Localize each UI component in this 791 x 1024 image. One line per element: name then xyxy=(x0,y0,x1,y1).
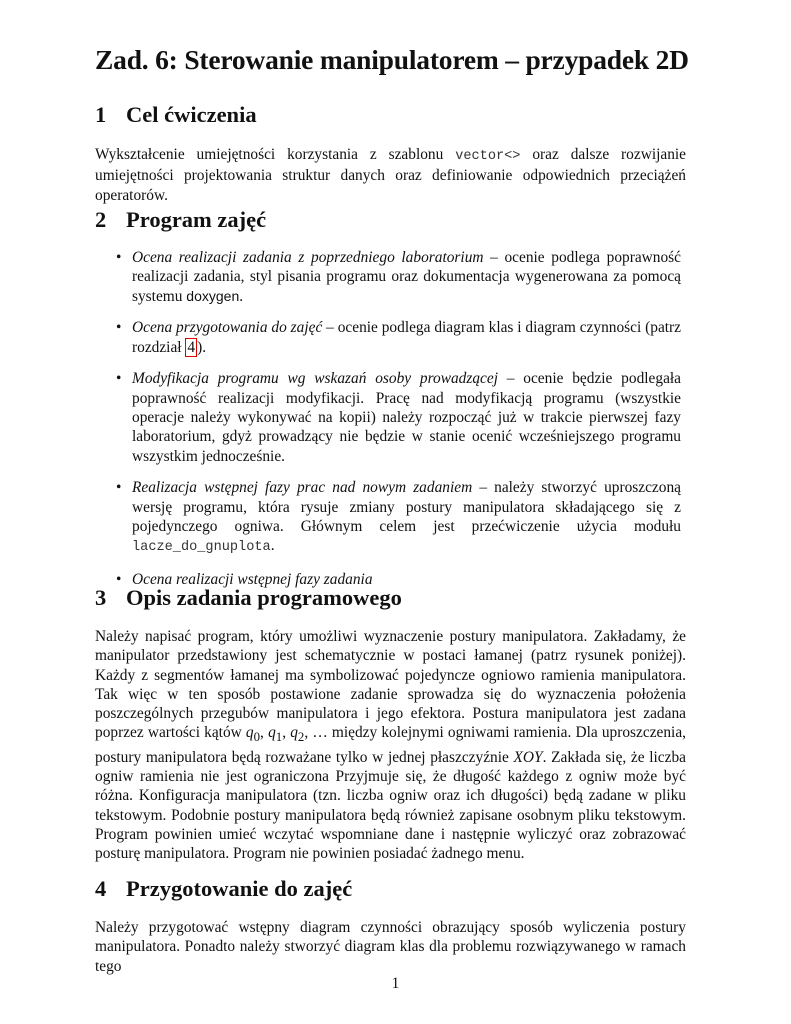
item-emphasis: Ocena realizacji zadania z poprzedniego laboratorium xyxy=(132,249,484,266)
page-number: 1 xyxy=(391,975,400,992)
text: . xyxy=(270,537,275,555)
text: – ocenie będzie podlegała poprawność realizacji modyfikacji. Pracę nad modyfikacją programu (wszystkie operacje należy wykonywać na kopii) należy rozpocząć już w trakcie pierwszej fazy laboratorium, gdyż prowadzący nie będzie w stanie ocenić wcześniejszego programu wszystkim jednocześnie. xyxy=(132,370,682,465)
text: ). xyxy=(197,338,207,356)
text: – ocenie podlega poprawność realizacji zadania, styl pisania programu oraz dokumentacja wygenerowana za pomocą systemu xyxy=(132,249,681,305)
text: między kolejnymi ogniwami ramienia. Dla uproszczenia, postury manipulatora będą rozważane tylko w jednej płaszczyźnie xyxy=(95,724,687,766)
text: , … xyxy=(304,724,332,742)
bullet-icon: • xyxy=(116,479,122,497)
section-reference-link[interactable]: 4 xyxy=(187,338,196,356)
text: – należy stworzyć uproszczoną wersję programu, która rysuje zmiany postury manipulatora składającego się z pojedynczego ogniwa. Głównym celem jest przećwiczenie użycia modułu xyxy=(132,479,681,536)
item-emphasis: Ocena realizacji wstępnej fazy zadania xyxy=(132,571,373,589)
list-item xyxy=(116,248,681,306)
section-number: 4 xyxy=(95,876,107,901)
math-var: q xyxy=(290,724,298,742)
code-module: lacze_do_gnuplota xyxy=(132,540,271,556)
section-4-paragraph: Należy przygotować wstępny diagram czynności obrazujący sposób wyliczenia postury manipulatora. Ponadto należy stworzyć diagram klas dla problemu rozwiązywanego w ramach tego xyxy=(95,919,686,975)
section-1-paragraph xyxy=(95,145,686,205)
program-list xyxy=(116,248,682,602)
section-3-paragraph xyxy=(95,627,686,864)
section-heading-2 xyxy=(95,207,266,233)
list-item xyxy=(116,369,682,465)
text: – ocenie podlega diagram klas i diagram czynności (patrz rozdział xyxy=(132,319,682,356)
item-emphasis: Modyfikacja programu wg wskazań osoby prowadzącej xyxy=(132,370,498,388)
text: . xyxy=(239,287,244,305)
item-emphasis: Ocena przygotowania do zajęć xyxy=(132,319,323,337)
text: oraz dalsze rozwijanie umiejętności projektowania struktur danych oraz definiowanie odpowiednich przeciążeń operatorów. xyxy=(95,146,686,204)
bullet-icon: • xyxy=(116,319,122,337)
item-emphasis: Realizacja wstępnej fazy prac nad nowym zadaniem xyxy=(132,479,473,497)
math-plane: XOY xyxy=(513,748,543,766)
section-number: 3 xyxy=(95,585,107,610)
math-var: q xyxy=(268,724,276,742)
code-vector: vector<> xyxy=(455,149,521,164)
math-sub: 2 xyxy=(297,730,305,745)
section-title: Przygotowanie do zajęć xyxy=(126,876,353,901)
section-title: Program zajęć xyxy=(126,207,267,232)
list-item xyxy=(116,318,682,357)
text: , xyxy=(282,724,291,742)
text: Należy napisać program, który umożliwi wyznaczenie postury manipulatora. Zakładamy, że manipulator przedstawiony jest schematycznie w postaci łamanej (patrz rysunek poniżej). Każdy z segmentów łamanej ma symbolizować pojedyncze ogniowo ramienia manipulatora. Tak więc w ten sposób postawione zadanie sprowadza się do wyznaczenia położenia poszczególnych przegubów manipulatora i jego efektora. Postura manipulatora jest zadana poprzez wartości kątów xyxy=(95,628,686,742)
text: . Zakłada się, że liczba ogniw ramienia nie jest ograniczona Przyjmuje się, że długość każdego z ogniw może być różna. Konfiguracja manipulatora (tzn. liczba ogniw oraz ich długości) będą zadane w pliku tekstowym. Podobnie postury manipulatora będą również zapisane osobnym pliku tekstowym. Program powinien umieć wczytać wspomniane dane i następnie wyliczyć oraz zobrazować posturę manipulatora. Program nie powinien posiadać żadnego menu. xyxy=(95,748,686,863)
bullet-icon: • xyxy=(116,249,122,266)
document-title: Zad. 6: Sterowanie manipulatorem – przypadek 2D xyxy=(95,44,689,75)
math-sub: 0 xyxy=(253,730,261,745)
section-title: Opis zadania programowego xyxy=(126,585,402,610)
bullet-icon: • xyxy=(116,571,122,589)
math-var: q xyxy=(245,724,254,742)
bullet-icon: • xyxy=(116,370,122,388)
section-number: 1 xyxy=(95,102,107,127)
section-number: 2 xyxy=(95,207,107,232)
section-title: Cel ćwiczenia xyxy=(126,102,257,127)
section-heading-1 xyxy=(95,102,257,128)
section-heading-3 xyxy=(95,585,402,611)
math-sub: 1 xyxy=(275,730,283,745)
text: Wykształcenie umiejętności korzystania z szablonu xyxy=(95,146,456,163)
text: , xyxy=(260,724,269,742)
section-heading-4 xyxy=(95,876,352,902)
tool-name: doxygen xyxy=(186,287,240,304)
list-item xyxy=(116,478,681,557)
